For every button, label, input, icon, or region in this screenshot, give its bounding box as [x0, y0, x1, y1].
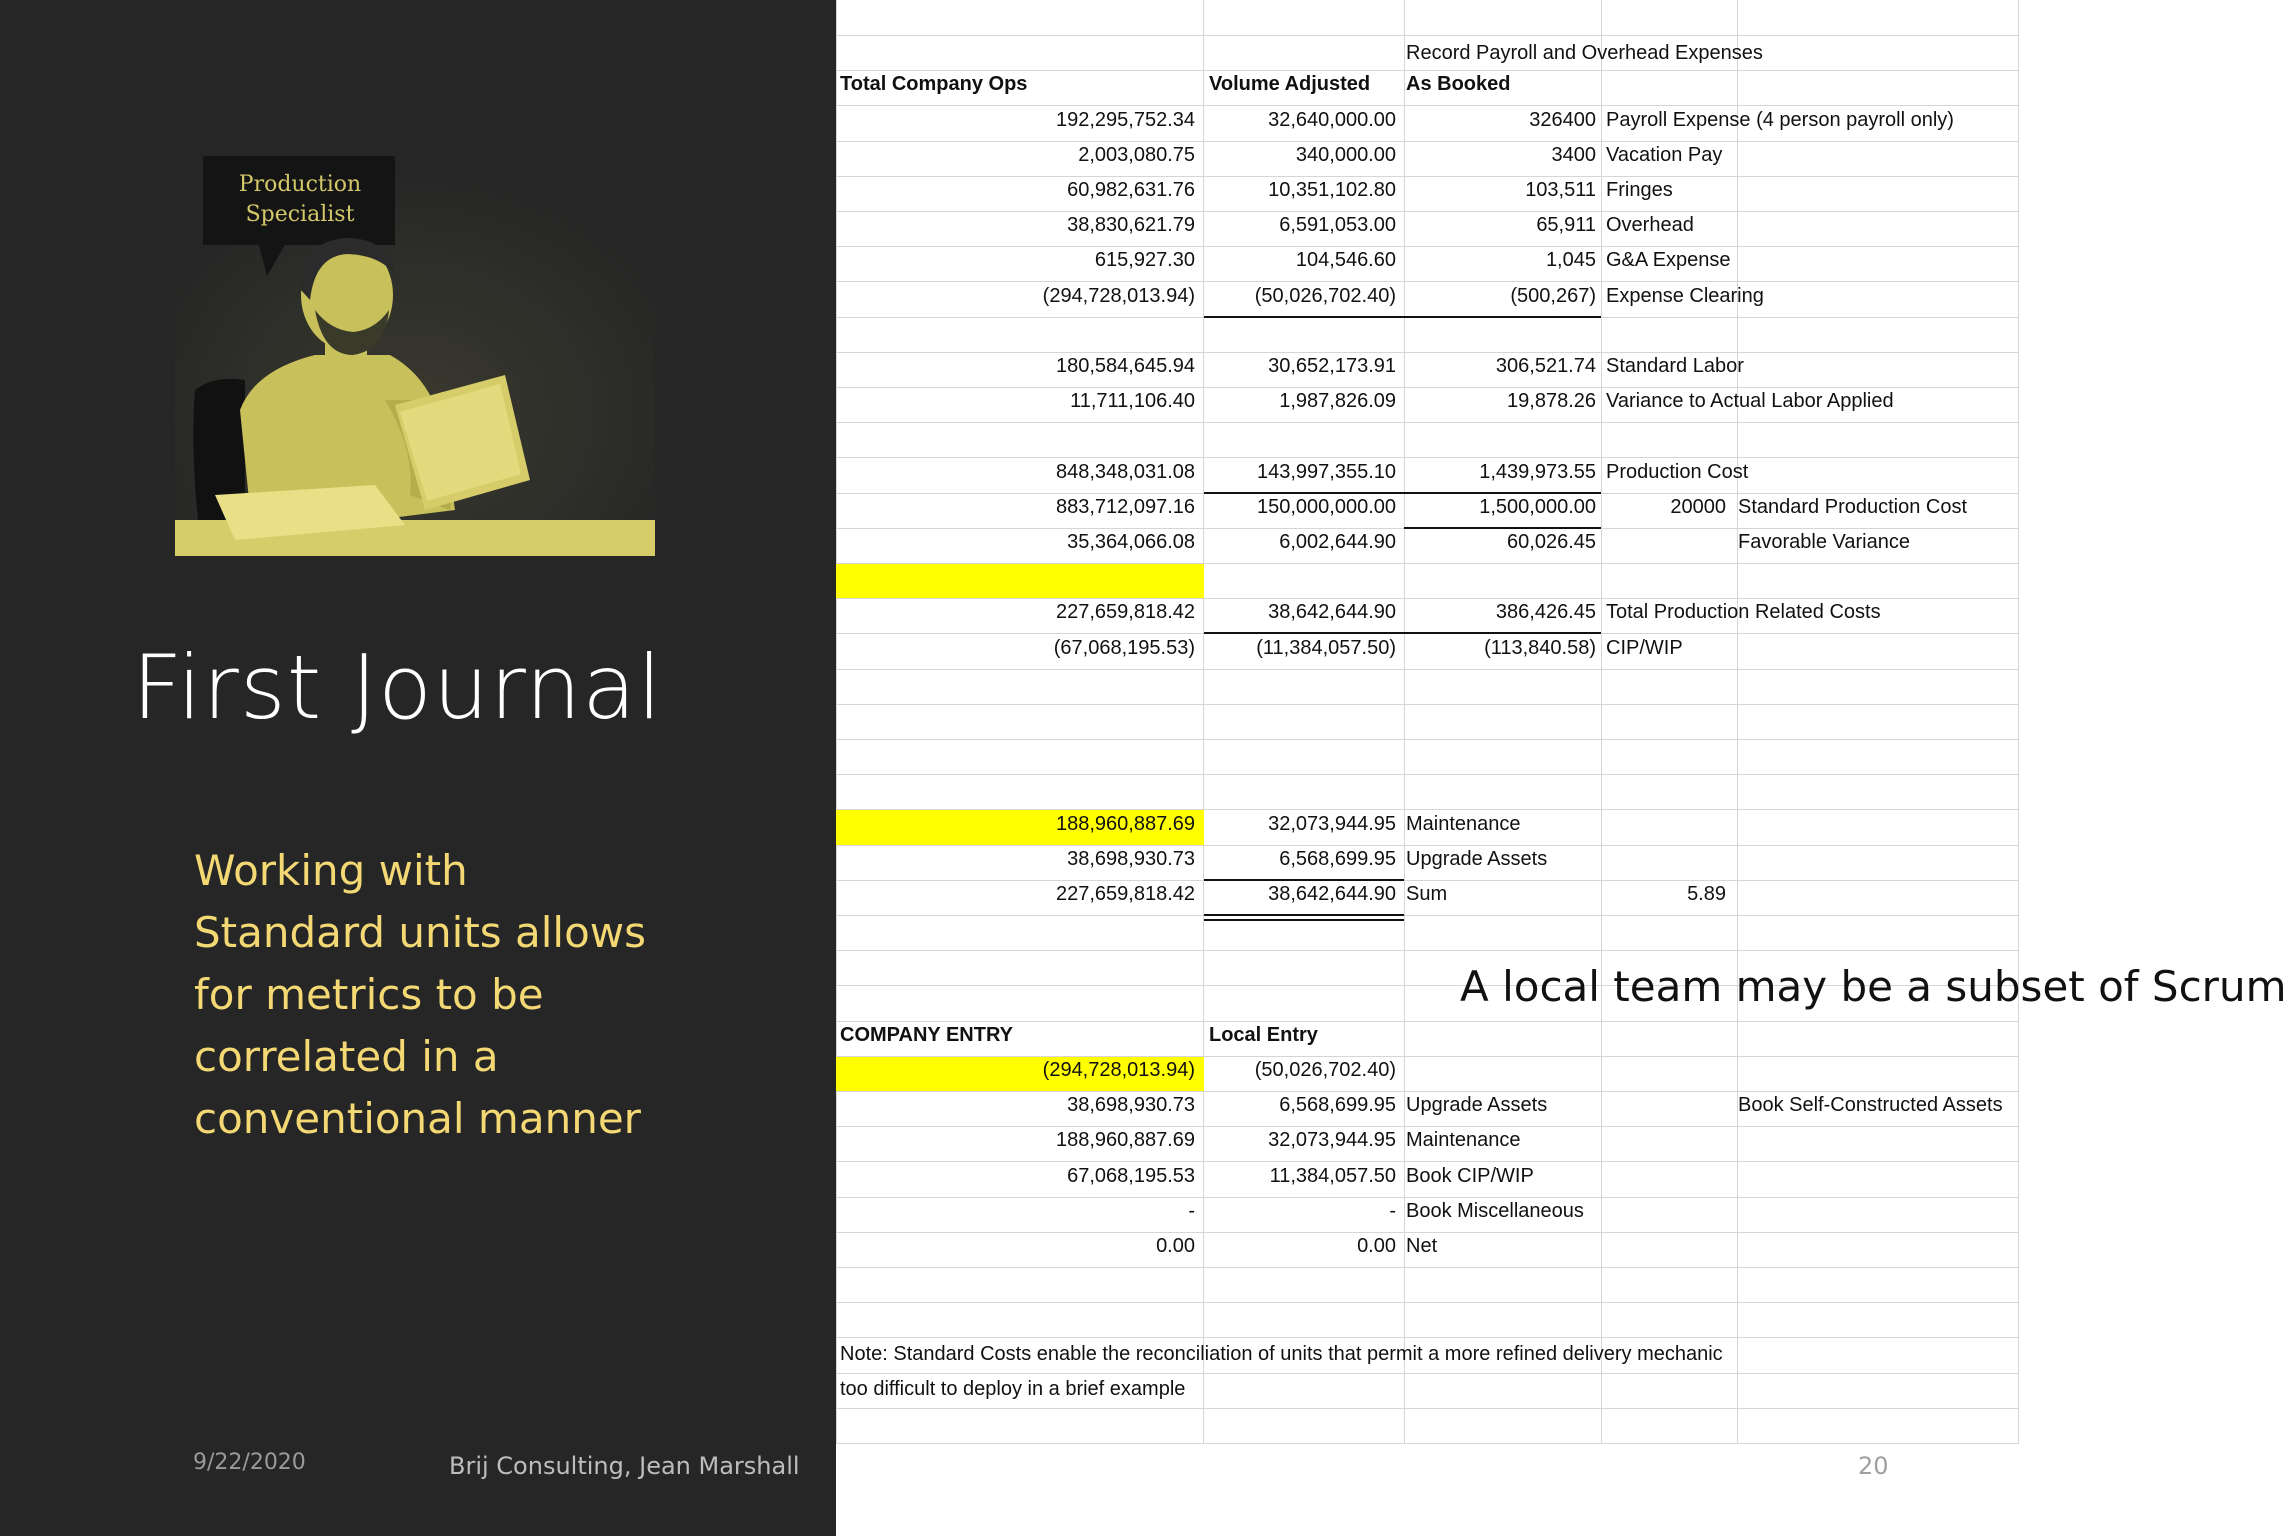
grid-row-line — [836, 1021, 2018, 1022]
sum-double-underline — [1204, 914, 1404, 916]
grid-row-line — [836, 141, 2018, 142]
cell-as-booked: 1,500,000.00 — [1479, 495, 1596, 518]
entry-label: Upgrade Assets — [1406, 1094, 1548, 1117]
entry-local: (50,026,702.40) — [1254, 1059, 1396, 1081]
grid-row-line — [836, 950, 2018, 951]
grid-column-line — [1601, 0, 1602, 1444]
cell-volume-adjusted: 6,591,053.00 — [1279, 214, 1396, 237]
scrum-note: A local team may be a subset of Scrum — [1460, 962, 2287, 1011]
cell-total-company: 38,830,621.79 — [1067, 214, 1195, 237]
grid-row-line — [836, 1302, 2018, 1303]
entry-label: Maintenance — [1406, 1129, 1521, 1152]
left-panel — [0, 0, 836, 1536]
entry-label: Net — [1406, 1235, 1438, 1257]
entry-label: Book CIP/WIP — [1406, 1164, 1534, 1187]
grid-row-line — [836, 1267, 2018, 1268]
cell-total-company: 11,711,106.40 — [1070, 390, 1195, 413]
grid-row-line — [836, 739, 2018, 740]
cell-description: Expense Clearing — [1606, 284, 1764, 307]
cell-total-company: 192,295,752.34 — [1055, 108, 1195, 131]
grid-column-line — [1404, 0, 1405, 1444]
column-header: As Booked — [1406, 73, 1511, 96]
sheet-title: Record Payroll and Overhead Expenses — [1406, 42, 1763, 65]
cell-total-company: (67,068,195.53) — [1053, 636, 1195, 659]
column-header: Local Entry — [1209, 1023, 1318, 1046]
cell-extra: 20000 — [1670, 495, 1726, 518]
cell-description: Fringes — [1606, 179, 1673, 201]
footer-author: Brij Consulting, Jean Marshall — [449, 1452, 800, 1480]
entry-local: - — [1389, 1199, 1396, 1222]
cell-description: Total Production Related Costs — [1606, 601, 1881, 624]
grid-column-line — [836, 0, 837, 1444]
footnote: Note: Standard Costs enable the reconciliation of units that permit a more refined delivery mechanic — [840, 1342, 1723, 1365]
cell-total-company: 615,927.30 — [1094, 249, 1195, 272]
grid-row-line — [836, 1443, 2018, 1444]
entry-local: 11,384,057.50 — [1269, 1164, 1396, 1187]
cell-volume-adjusted: (11,384,057.50) — [1256, 636, 1396, 659]
cell-volume-adjusted: 143,997,355.10 — [1256, 460, 1396, 483]
column-header: Total Company Ops — [840, 73, 1028, 96]
cell-volume-adjusted: 1,987,826.09 — [1279, 390, 1396, 413]
cell-description: CIP/WIP — [1606, 636, 1683, 659]
entry-local: 0.00 — [1357, 1235, 1396, 1257]
grid-row-line — [836, 880, 2018, 881]
cell-label: Upgrade Assets — [1406, 847, 1548, 870]
column-header: COMPANY ENTRY — [840, 1023, 1013, 1046]
cell-as-booked: (113,840.58) — [1484, 636, 1596, 659]
grid-row-line — [836, 387, 2018, 388]
page-number: 20 — [1858, 1452, 1889, 1480]
grid-row-line — [836, 1408, 2018, 1409]
grid-row-line — [836, 1232, 2018, 1233]
total-underline — [1204, 316, 1404, 318]
entry-company: 67,068,195.53 — [1067, 1164, 1195, 1187]
cell-description: Standard Production Cost — [1738, 495, 1968, 518]
cell-as-booked: (500,267) — [1510, 284, 1596, 307]
entry-local: 6,568,699.95 — [1279, 1094, 1396, 1117]
footer-date: 9/22/2020 — [193, 1450, 306, 1475]
cell-total-company: 2,003,080.75 — [1078, 143, 1195, 166]
grid-row-line — [836, 1161, 2018, 1162]
cell-description: Payroll Expense (4 person payroll only) — [1606, 108, 1954, 131]
grid-row-line — [836, 774, 2018, 775]
grid-row-line — [836, 598, 2018, 599]
cell-total-company: (294,728,013.94) — [1042, 284, 1195, 307]
cell-volume-adjusted: 38,642,644.90 — [1268, 601, 1396, 624]
spreadsheet — [836, 0, 2018, 1444]
cell-volume-adjusted: 340,000.00 — [1295, 143, 1396, 166]
cell-total-company: 180,584,645.94 — [1055, 355, 1195, 377]
total-underline — [1404, 492, 1601, 494]
cell-as-booked: 306,521.74 — [1495, 355, 1596, 377]
cell-description: Vacation Pay — [1606, 143, 1723, 166]
cell-total-company: 883,712,097.16 — [1055, 495, 1195, 518]
cell-total-company: 848,348,031.08 — [1055, 460, 1195, 483]
entry-description: Book Self-Constructed Assets — [1738, 1094, 2003, 1117]
cell-as-booked: 386,426.45 — [1495, 601, 1596, 624]
cell-as-booked: 1,439,973.55 — [1479, 460, 1596, 483]
slide-title: First Journal — [132, 636, 663, 739]
bubble-label-line-1: Production — [238, 172, 362, 197]
cell-as-booked: 19,878.26 — [1507, 390, 1596, 413]
grid-row-line — [836, 70, 2018, 71]
grid-row-line — [836, 1126, 2018, 1127]
grid-row-line — [836, 1197, 2018, 1198]
cell-total-company: 38,698,930.73 — [1067, 847, 1195, 870]
cell-description: G&A Expense — [1606, 249, 1731, 272]
cell-as-booked: 65,911 — [1536, 214, 1596, 237]
cell-volume-adjusted: 10,351,102.80 — [1268, 179, 1396, 201]
sum-double-underline — [1204, 919, 1404, 921]
cell-volume-adjusted: 104,546.60 — [1295, 249, 1396, 272]
column-header: Volume Adjusted — [1209, 73, 1371, 96]
grid-row-line — [836, 1337, 2018, 1338]
cell-total-company: 188,960,887.69 — [1055, 812, 1195, 835]
grid-row-line — [836, 281, 2018, 282]
bubble-label-line-2: Specialist — [245, 202, 355, 227]
cell-as-booked: 103,511 — [1525, 179, 1596, 201]
grid-row-line — [836, 1373, 2018, 1374]
cell-total-company: 227,659,818.42 — [1055, 883, 1195, 905]
cell-label: Sum — [1406, 883, 1448, 905]
cell-volume-adjusted: 32,640,000.00 — [1268, 108, 1396, 131]
grid-row-line — [836, 352, 2018, 353]
total-underline — [1404, 632, 1601, 634]
grid-row-line — [836, 105, 2018, 106]
cell-as-booked: 326400 — [1529, 108, 1596, 131]
total-underline — [1404, 527, 1601, 529]
cell-description: Production Cost — [1606, 460, 1749, 483]
cell-total-company: 227,659,818.42 — [1055, 601, 1195, 624]
cell-volume-adjusted: 150,000,000.00 — [1256, 495, 1396, 518]
total-underline — [1404, 316, 1601, 318]
entry-company: 38,698,930.73 — [1067, 1094, 1195, 1117]
cell-label: Maintenance — [1406, 812, 1521, 835]
grid-row-line — [836, 211, 2018, 212]
cell-extra: 5.89 — [1687, 883, 1726, 905]
slide-body-text: Working with Standard units allows for metrics to be correlated in a conventional manner — [194, 846, 647, 1143]
total-underline — [1204, 632, 1404, 634]
cell-volume-adjusted: 6,568,699.95 — [1279, 847, 1396, 870]
cell-description: Favorable Variance — [1738, 531, 1910, 553]
cell-total-company: 60,982,631.76 — [1067, 179, 1195, 201]
grid-row-line — [836, 669, 2018, 670]
cell-volume-adjusted: (50,026,702.40) — [1254, 284, 1396, 307]
grid-row-line — [836, 35, 2018, 36]
grid-row-line — [836, 704, 2018, 705]
entry-company: - — [1188, 1199, 1195, 1222]
entry-local: 32,073,944.95 — [1268, 1129, 1396, 1152]
cell-as-booked: 60,026.45 — [1507, 531, 1596, 553]
entry-label: Book Miscellaneous — [1406, 1199, 1584, 1222]
cell-total-company: 35,364,066.08 — [1067, 531, 1195, 553]
cell-as-booked: 3400 — [1551, 143, 1596, 166]
cell-volume-adjusted: 32,073,944.95 — [1268, 812, 1396, 835]
entry-company: 188,960,887.69 — [1055, 1129, 1195, 1152]
grid-column-line — [1203, 0, 1204, 1444]
cell-description: Standard Labor — [1606, 355, 1744, 377]
grid-row-line — [836, 176, 2018, 177]
grid-column-line — [1737, 0, 1738, 1444]
cell-volume-adjusted: 38,642,644.90 — [1268, 883, 1396, 905]
grid-row-line — [836, 422, 2018, 423]
bubble-label — [205, 170, 395, 230]
grid-row-line — [836, 845, 2018, 846]
grid-row-line — [836, 915, 2018, 916]
grid-row-line — [836, 457, 2018, 458]
yellow-highlight — [836, 564, 1204, 598]
cell-as-booked: 1,045 — [1545, 249, 1596, 272]
grid-row-line — [836, 1091, 2018, 1092]
cell-description: Variance to Actual Labor Applied — [1606, 390, 1894, 413]
footnote: too difficult to deploy in a brief example — [840, 1377, 1186, 1400]
total-underline — [1204, 492, 1404, 494]
grid-column-line — [2018, 0, 2019, 1444]
total-underline — [1204, 879, 1404, 881]
cell-volume-adjusted: 30,652,173.91 — [1268, 355, 1396, 377]
cell-volume-adjusted: 6,002,644.90 — [1279, 531, 1396, 553]
grid-row-line — [836, 246, 2018, 247]
entry-company: (294,728,013.94) — [1042, 1059, 1195, 1081]
cell-description: Overhead — [1606, 214, 1694, 237]
entry-company: 0.00 — [1156, 1235, 1195, 1257]
